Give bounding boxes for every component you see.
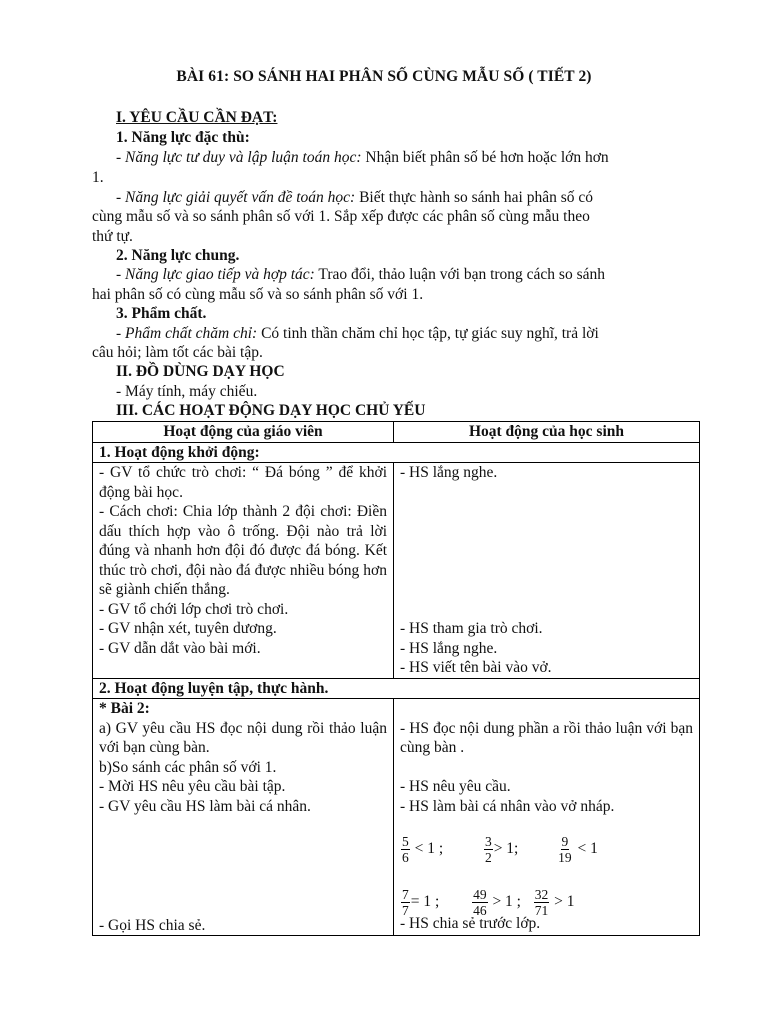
part2-student-item: - HS nêu yêu cầu.: [400, 778, 511, 795]
para2-cont2: thứ tự.: [92, 228, 133, 245]
part2-title-row: [93, 678, 700, 699]
para1-text: Nhận biết phân số bé hơn hoặc lớn hơn: [361, 149, 609, 166]
activities-table: [92, 421, 700, 936]
part2-student-cell: [394, 699, 700, 936]
part2-teacher-cell: [93, 699, 394, 936]
part2-teacher-item: b)So sánh các phân số với 1.: [99, 758, 277, 776]
fraction: $\frac{7}{7}$: [402, 887, 409, 918]
header-teacher: Hoạt động của giáo viên: [93, 422, 394, 443]
part1-teacher-item: - GV dẫn dắt vào bài mới.: [99, 639, 261, 657]
para1-line1: [116, 148, 693, 168]
part1-teacher-item: - Cách chơi: Chia lớp thành 2 đội chơi: Điền dấu thích hợp vào ô trống. Đội nào trả lời đúng và nhanh hơn đội đó được đá bóng. Kết thúc trò chơi, đội nào đá được nhiều bóng hơn sẽ giành chiến thắng.: [99, 503, 387, 598]
part1-teacher-cell: [93, 463, 394, 679]
part2-teacher-item: a) GV yêu cầu HS đọc nội dung rồi thảo luận với bạn cùng bàn.: [99, 719, 387, 756]
section1-heading: I. YÊU CẦU CẦN ĐẠT:: [116, 109, 278, 126]
table-header-row: [93, 422, 700, 443]
part1-student-item: - HS viết tên bài vào vở.: [400, 659, 552, 676]
part1-teacher-item: - GV tổ chới lớp chơi trò chơi.: [99, 600, 289, 618]
part2-teacher-item: * Bài 2:: [99, 700, 150, 717]
part2-teacher-item: - GV yêu cầu HS làm bài cá nhân.: [99, 797, 311, 815]
para2-line1: [116, 188, 593, 208]
part1-student-item: - HS lắng nghe.: [400, 464, 498, 481]
para3-text: Trao đổi, thảo luận với bạn trong cách so sánh: [314, 266, 605, 283]
part1-content-row: [93, 463, 700, 679]
section1-sub2: 2. Năng lực chung.: [116, 247, 240, 264]
part2-title: 2. Hoạt động luyện tập, thực hành.: [93, 678, 700, 699]
fractions-row-1: [400, 834, 598, 865]
fraction-relation: > 1 ;: [488, 893, 521, 911]
para3-cont: hai phân số có cùng mẫu số và so sánh phân số với 1.: [92, 286, 424, 303]
para3-label: - Năng lực giao tiếp và hợp tác:: [116, 266, 315, 283]
para2-text: Biết thực hành so sánh hai phân số có: [355, 189, 594, 206]
part1-teacher-item: - GV nhận xét, tuyên dương.: [99, 620, 277, 637]
para4-line1: [116, 324, 599, 344]
section2-heading: II. ĐỒ DÙNG DẠY HỌC: [116, 363, 285, 380]
part1-title: 1. Hoạt động khởi động:: [93, 442, 700, 463]
fraction-relation: > 1;: [493, 840, 519, 858]
section1-sub3: 3. Phẩm chất.: [116, 305, 207, 322]
para1-cont: 1.: [92, 169, 104, 186]
fraction: $\frac{3}{2}$: [484, 834, 492, 865]
header-student: Hoạt động của học sinh: [394, 422, 700, 443]
part2-teacher-item: - Mời HS nêu yêu cầu bài tập.: [99, 778, 286, 795]
para3-line1: [116, 265, 605, 285]
part1-student-item: - HS lắng nghe.: [400, 639, 498, 657]
section1-sub1: 1. Năng lực đặc thù:: [116, 129, 250, 146]
para4-text: Có tinh thần chăm chỉ học tập, tự giác suy nghĩ, trả lời: [257, 325, 599, 342]
fraction-relation: < 1 ;: [410, 840, 444, 858]
part2-teacher-item: - Gọi HS chia sẻ.: [99, 916, 206, 934]
part1-student-item: - HS tham gia trò chơi.: [400, 620, 543, 637]
part1-title-row: [93, 442, 700, 463]
section3-heading: III. CÁC HOẠT ĐỘNG DẠY HỌC CHỦ YẾU: [116, 402, 426, 419]
fraction-relation: > 1: [550, 893, 575, 911]
fraction-relation: < 1: [573, 840, 598, 858]
para2-cont1: cùng mẫu số và so sánh phân số với 1. Sắp xếp được các phân số cùng mẫu theo: [92, 208, 590, 225]
part2-content-row: [93, 699, 700, 936]
para1-label: - Năng lực tư duy và lập luận toán học:: [116, 149, 362, 166]
part1-student-cell: [394, 463, 700, 679]
fraction-relation: = 1 ;: [410, 893, 440, 911]
fraction: $\frac{49}{46}$: [473, 887, 487, 918]
fraction: $\frac{32}{71}$: [534, 887, 549, 918]
part1-teacher-item: - GV tổ chức trò chơi: “ Đá bóng ” để khởi động bài học.: [99, 464, 387, 501]
para4-label: - Phẩm chất chăm chỉ:: [116, 325, 258, 342]
lesson-title: BÀI 61: SO SÁNH HAI PHÂN SỐ CÙNG MẪU SỐ ( TIẾT 2): [176, 68, 592, 85]
fraction: $\frac{5}{6}$: [402, 834, 409, 865]
para2-label: - Năng lực giải quyết vấn đề toán học:: [116, 189, 356, 206]
fraction: $\frac{9}{19}$: [558, 834, 572, 865]
part2-student-item: - HS chia sẻ trước lớp.: [400, 914, 541, 932]
part2-student-item: - HS đọc nội dung phần a rồi thảo luận với bạn cùng bàn .: [400, 719, 693, 756]
part2-student-item: - HS làm bài cá nhân vào vở nháp.: [400, 797, 615, 815]
para4-cont: câu hỏi; làm tốt các bài tập.: [92, 344, 263, 361]
section2-item: - Máy tính, máy chiếu.: [116, 383, 258, 400]
